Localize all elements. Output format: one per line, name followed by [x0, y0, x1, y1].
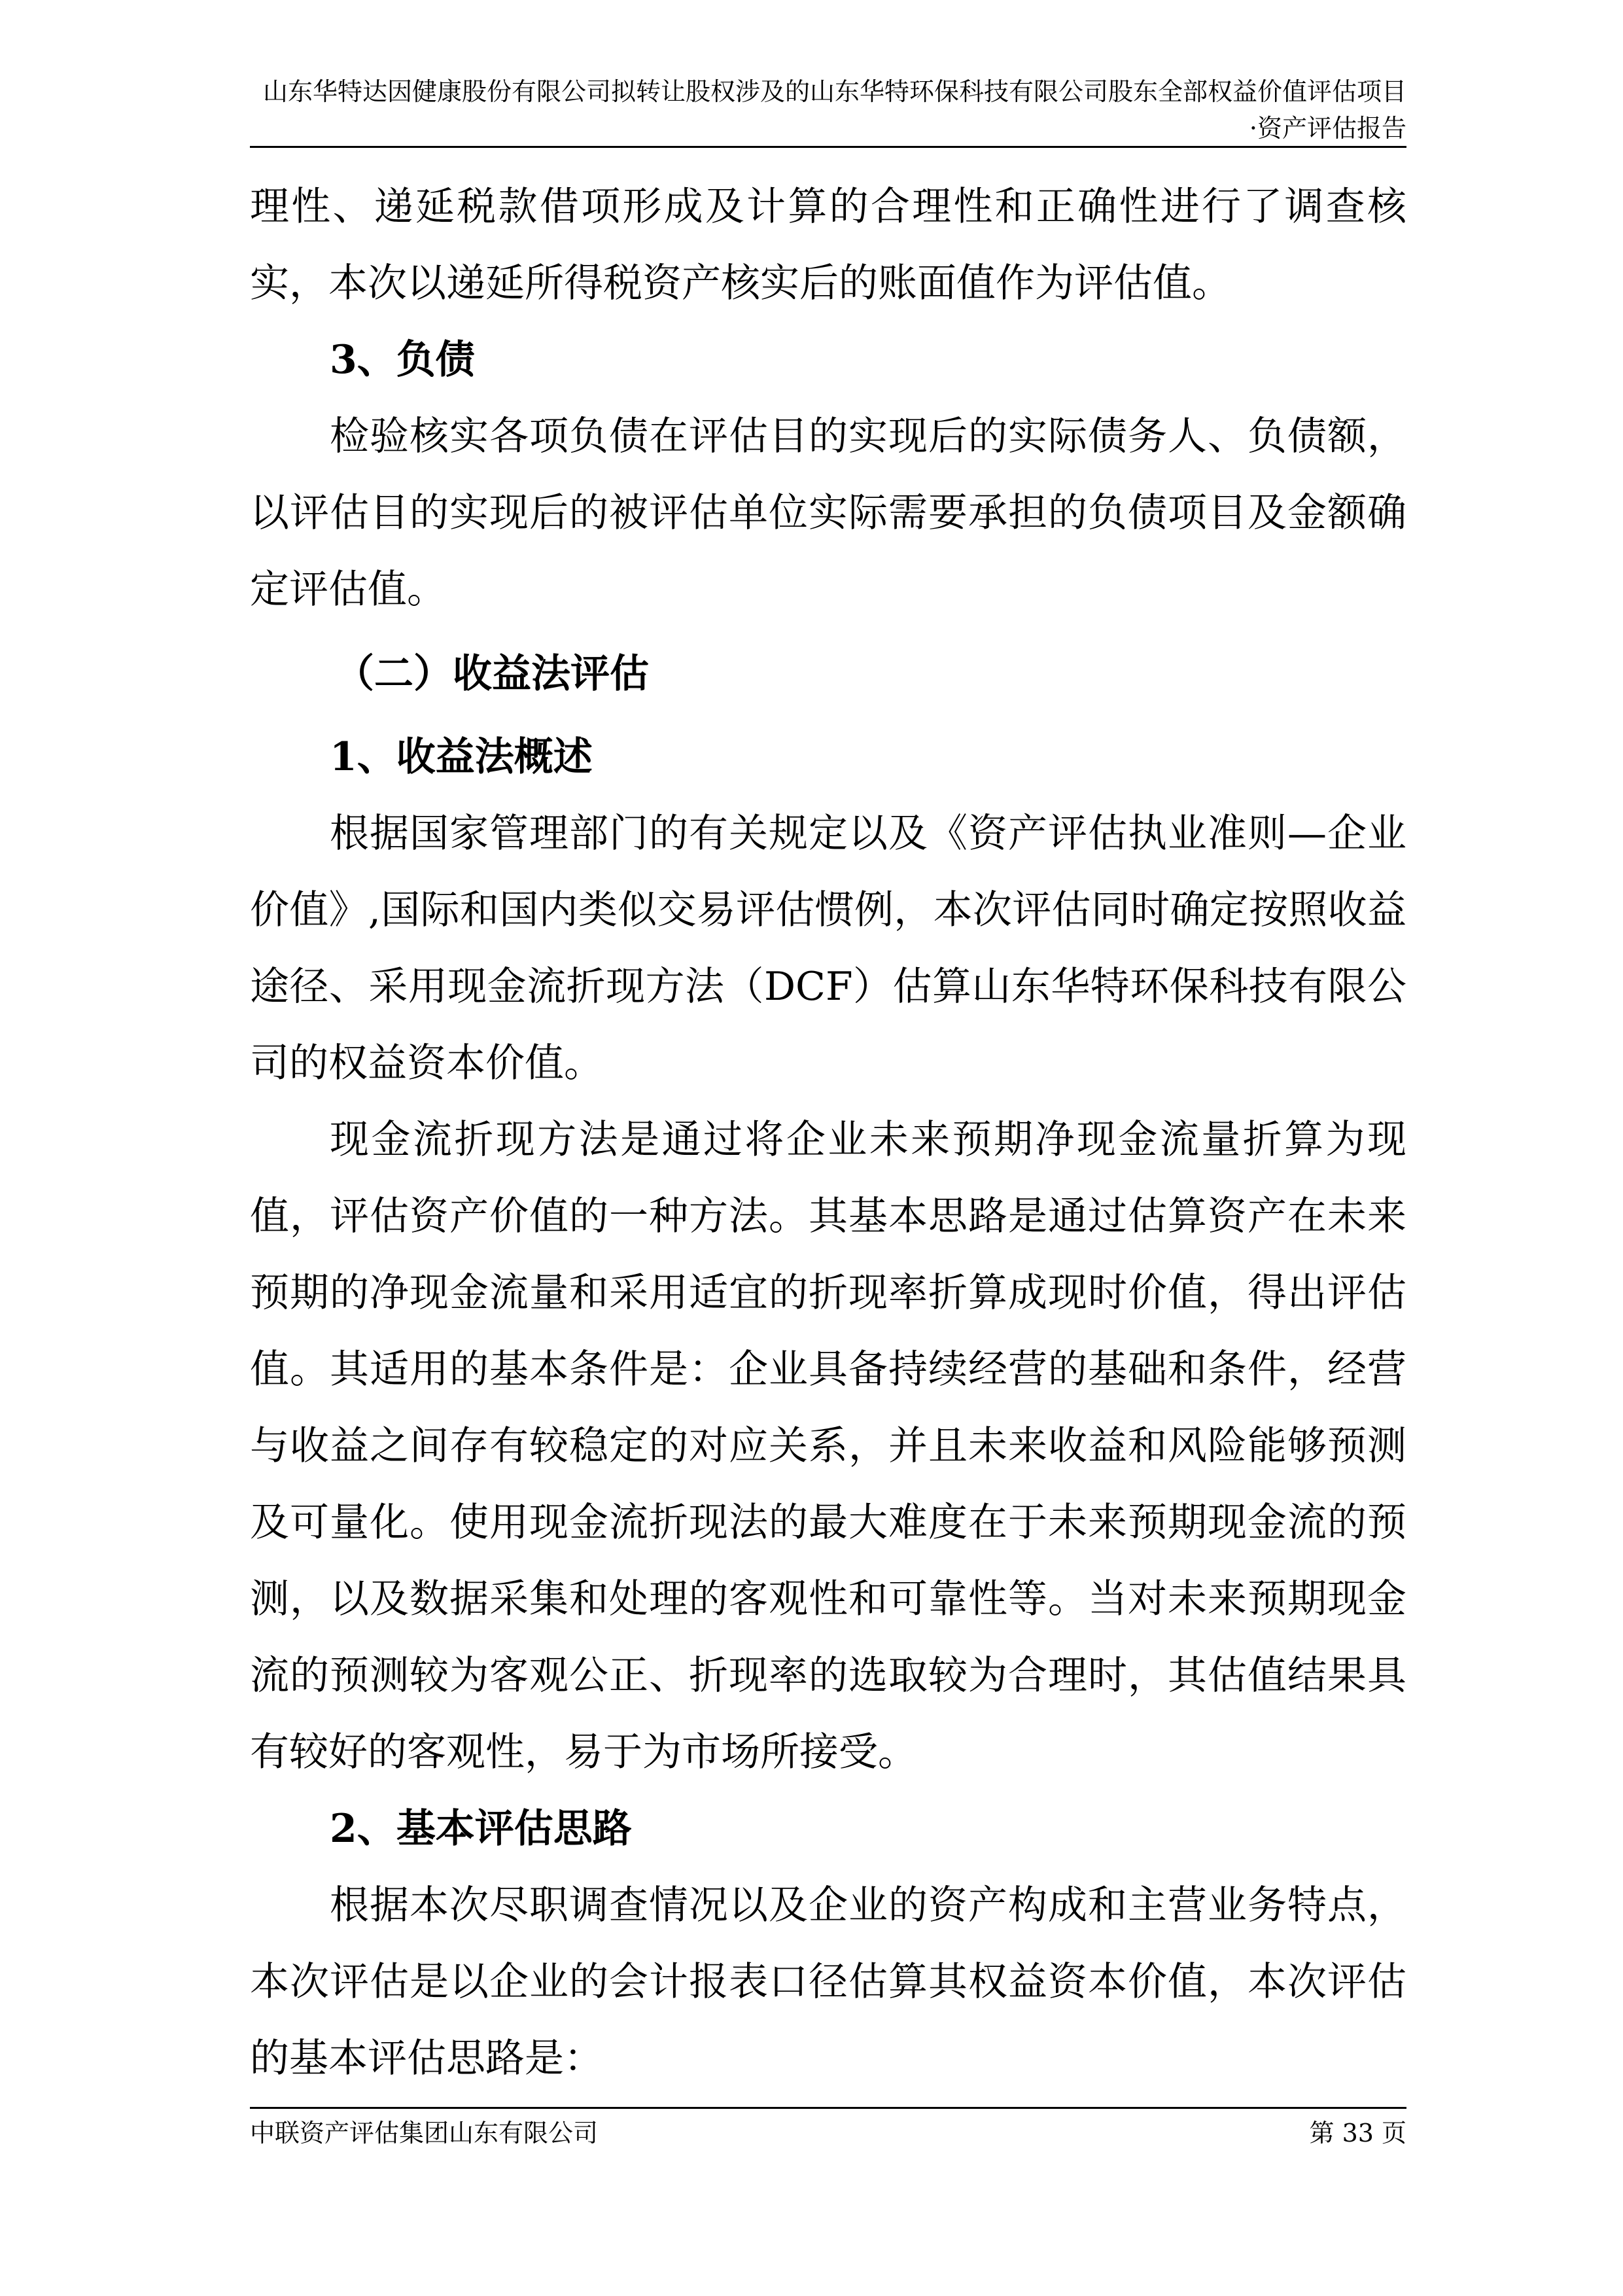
footer-company: 中联资产评估集团山东有限公司	[250, 2119, 599, 2147]
page-header	[250, 73, 1406, 147]
report-title: 山东华特达因健康股份有限公司拟转让股权涉及的山东华特环保科技有限公司股东全部权益价值评估项目	[262, 77, 1406, 106]
heading-income-method: （二）收益法评估	[335, 651, 649, 697]
paragraph-deferred-tax: 理性、递延税款借项形成及计算的合理性和正确性进行了调查核实，本次以递延所得税资产核实后的账面值作为评估值。	[250, 184, 1406, 306]
heading-liabilities: 3、负债	[330, 337, 475, 383]
paragraph-basic-approach: 根据本次尽职调查情况以及企业的资产构成和主营业务特点，本次评估是以企业的会计报表口径估算其权益资本价值，本次评估的基本评估思路是：	[250, 1882, 1406, 2081]
page-number: 第 33 页	[1309, 2119, 1406, 2147]
page-body	[250, 169, 1406, 2097]
report-subtitle: ·资产评估报告	[1249, 114, 1406, 143]
paragraph-overview: 根据国家管理部门的有关规定以及《资产评估执业准则—企业价值》,国际和国内类似交易评估惯例，本次评估同时确定按照收益途径、采用现金流折现方法（DCF）估算山东华特环保科技有限公司的权益资本价值。	[250, 811, 1406, 1086]
heading-basic-approach: 2、基本评估思路	[330, 1806, 632, 1852]
paragraph-dcf-method: 现金流折现方法是通过将企业未来预期净现金流量折算为现值，评估资产价值的一种方法。其基本思路是通过估算资产在未来预期的净现金流量和采用适宜的折现率折算成现时价值，得出评估值。其适用的基本条件是：企业具备持续经营的基础和条件，经营与收益之间存有较稳定的对应关系，并且未来收益和风险能够预测及可量化。使用现金流折现法的最大难度在于未来预期现金流的预测，以及数据采集和处理的客观性和可靠性等。当对未来预期现金流的预测较为客观公正、折现率的选取较为合理时，其估值结果具有较好的客观性，易于为市场所接受。	[250, 1117, 1406, 1775]
header-divider	[250, 146, 1406, 148]
paragraph-liabilities: 检验核实各项负债在评估目的实现后的实际债务人、负债额，以评估目的实现后的被评估单位实际需要承担的负债项目及金额确定评估值。	[250, 414, 1406, 612]
footer-divider	[250, 2107, 1406, 2109]
heading-income-method-overview: 1、收益法概述	[330, 734, 593, 780]
